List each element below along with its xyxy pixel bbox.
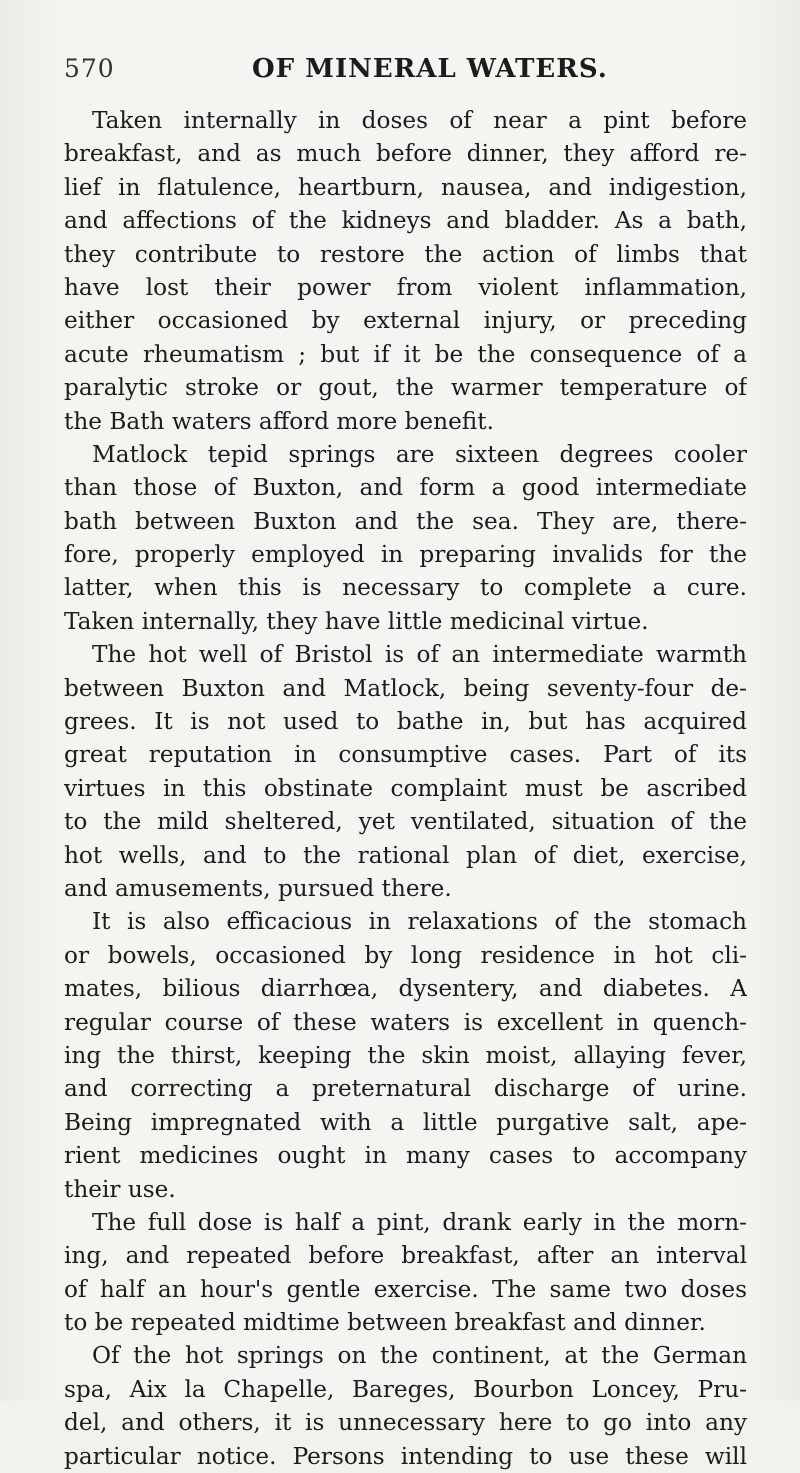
text-line: between Buxton and Matlock, being seventy-four de- [64, 674, 747, 702]
text-line: ing, and repeated before breakfast, after an interval [64, 1242, 747, 1270]
text-line: Being impregnated with a little purgative salt, ape- [64, 1108, 747, 1136]
text-line: their use. [64, 1175, 176, 1203]
text-line: than those of Buxton, and form a good intermediate [64, 474, 747, 502]
text-line: Matlock tepid springs are sixteen degrees cooler [92, 440, 747, 468]
text-line: to the mild sheltered, yet ventilated, situation of the [64, 808, 747, 836]
text-line: have lost their power from violent inflammation, [64, 273, 747, 301]
text-line: Taken internally, they have little medicinal virtue. [64, 607, 649, 635]
text-line: and amusements, pursued there. [64, 874, 452, 902]
text-line: or bowels, occasioned by long residence in hot cli- [64, 941, 747, 969]
text-line: paralytic stroke or gout, the warmer temperature of [64, 374, 747, 402]
text-line: The hot well of Bristol is of an intermediate warmth [92, 641, 747, 669]
text-line: regular course of these waters is excellent in quench- [64, 1008, 747, 1036]
text-line: the Bath waters afford more benefit. [64, 407, 494, 435]
text-line: they contribute to restore the action of limbs that [64, 240, 747, 268]
text-line: grees. It is not used to bathe in, but has acquired [64, 708, 747, 736]
body-text [64, 104, 747, 1473]
text-line: breakfast, and as much before dinner, they afford re- [64, 140, 747, 168]
text-line: The full dose is half a pint, drank early in the morn- [92, 1208, 747, 1236]
text-line: either occasioned by external injury, or preceding [64, 307, 747, 335]
text-line: fore, properly employed in preparing invalids for the [64, 541, 747, 569]
text-line: hot wells, and to the rational plan of diet, exercise, [64, 841, 747, 869]
text-line: acute rheumatism ; but if it be the consequence of a [64, 340, 747, 368]
running-head [64, 54, 744, 94]
text-line: to be repeated midtime between breakfast and dinner. [64, 1309, 706, 1337]
page-number: 570 [64, 54, 115, 83]
text-line: virtues in this obstinate complaint must be ascribed [64, 774, 747, 802]
text-line: of half an hour's gentle exercise. The same two doses [64, 1275, 747, 1303]
text-line: and affections of the kidneys and bladder. As a bath, [64, 207, 747, 235]
running-title: OF MINERAL WATERS. [252, 54, 608, 84]
text-line: ing the thirst, keeping the skin moist, allaying fever, [64, 1041, 747, 1069]
text-line: spa, Aix la Chapelle, Bareges, Bourbon Loncey, Pru- [64, 1375, 747, 1403]
text-line: and correcting a preternatural discharge of urine. [64, 1075, 747, 1103]
text-line: particular notice. Persons intending to use these will [64, 1442, 747, 1470]
text-line: Of the hot springs on the continent, at the German [92, 1342, 747, 1370]
text-line: mates, bilious diarrhœa, dysentery, and diabetes. A [64, 975, 747, 1003]
text-line: del, and others, it is unnecessary here to go into any [64, 1409, 747, 1437]
text-line: great reputation in consumptive cases. Part of its [64, 741, 747, 769]
text-line: rient medicines ought in many cases to accompany [64, 1142, 747, 1170]
text-line: bath between Buxton and the sea. They are, there- [64, 507, 747, 535]
text-line: Taken internally in doses of near a pint before [92, 107, 747, 134]
text-line: lief in flatulence, heartburn, nausea, and indigestion, [64, 173, 747, 201]
text-line: It is also efficacious in relaxations of the stomach [92, 908, 747, 936]
text-line: latter, when this is necessary to complete a cure. [64, 574, 747, 602]
